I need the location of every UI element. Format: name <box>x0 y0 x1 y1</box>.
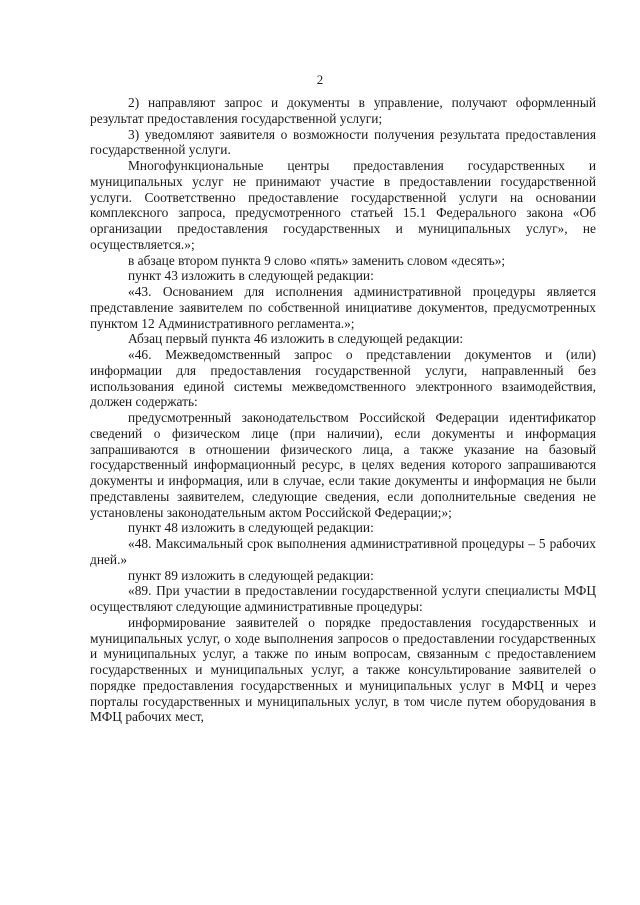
paragraph-point-46-intro: Абзац первый пункта 46 изложить в следующей редакции: <box>128 331 464 347</box>
paragraph-item-3: 3) уведомляют заявителя о возможности получения результата предоставления государственной услуги. <box>90 126 596 158</box>
paragraph-point-46-identifier: предусмотренный законодательством Российской Федерации идентификатор сведений о физическом лице (при наличии), если документы и информация запрашиваются в отношении физического лица, а также указание на базовый государственный информационный ресурс, в целях ведения которого запрашиваются документы и информация, или в случае, если такие документы и информация не были представлены заявителем, следующие сведения, если дополнительные сведения не установлены законодательным актом Российской Федерации;»; <box>90 410 596 520</box>
paragraph-point-43-text: «43. Основанием для исполнения административной процедуры является представление заявителем по собственной инициативе документов, предусмотренных пунктом 12 Административного регламента.»; <box>90 284 596 331</box>
document-body <box>90 95 596 725</box>
paragraph-point-48-intro: пункт 48 изложить в следующей редакции: <box>128 520 374 536</box>
paragraph-point-89-text: «89. При участии в предоставлении государственной услуги специалисты МФЦ осуществляют следующие административные процедуры: <box>90 583 596 614</box>
page-number: 2 <box>316 72 324 87</box>
paragraph-point-9-amendment: в абзаце втором пункта 9 слово «пять» заменить словом «десять»; <box>128 252 506 268</box>
paragraph-point-43-intro: пункт 43 изложить в следующей редакции: <box>128 268 374 284</box>
paragraph-point-48-text: «48. Максимальный срок выполнения административной процедуры – 5 рабочих дней.» <box>90 536 596 567</box>
paragraph-item-2: 2) направляют запрос и документы в управление, получают оформленный результат предоставления государственной услуги; <box>90 95 596 126</box>
paragraph-mfc-not-participating: Многофункциональные центры предоставления государственных и муниципальных услуг не принимают участие в предоставлении государственной услуги. Соответственно предоставление государственной услуги на основании комплексного запроса, предусмотренного статьей 15.1 Федерального закона «Об организации предоставления государственных и муниципальных услуг», не осуществляется.»; <box>90 158 596 252</box>
paragraph-informing-applicants: информирование заявителей о порядке предоставления государственных и муниципальных услуг, о ходе выполнения запросов о предоставлении государственных и муниципальных услуг, а также по иным вопросам, связанным с предоставлением государственных и муниципальных услуг, а также консультирование заявителей о порядке предоставления государственных и муниципальных услуг в МФЦ и через порталы государственных и муниципальных услуг, в том числе путем оборудования в МФЦ рабочих мест, <box>90 614 596 725</box>
paragraph-point-89-intro: пункт 89 изложить в следующей редакции: <box>128 567 374 583</box>
paragraph-point-46-text: «46. Межведомственный запрос о представлении документов и (или) информации для предоставления государственной услуги, направленный без использования единой системы межведомственного электронного взаимодействия, должен содержать: <box>90 347 596 410</box>
